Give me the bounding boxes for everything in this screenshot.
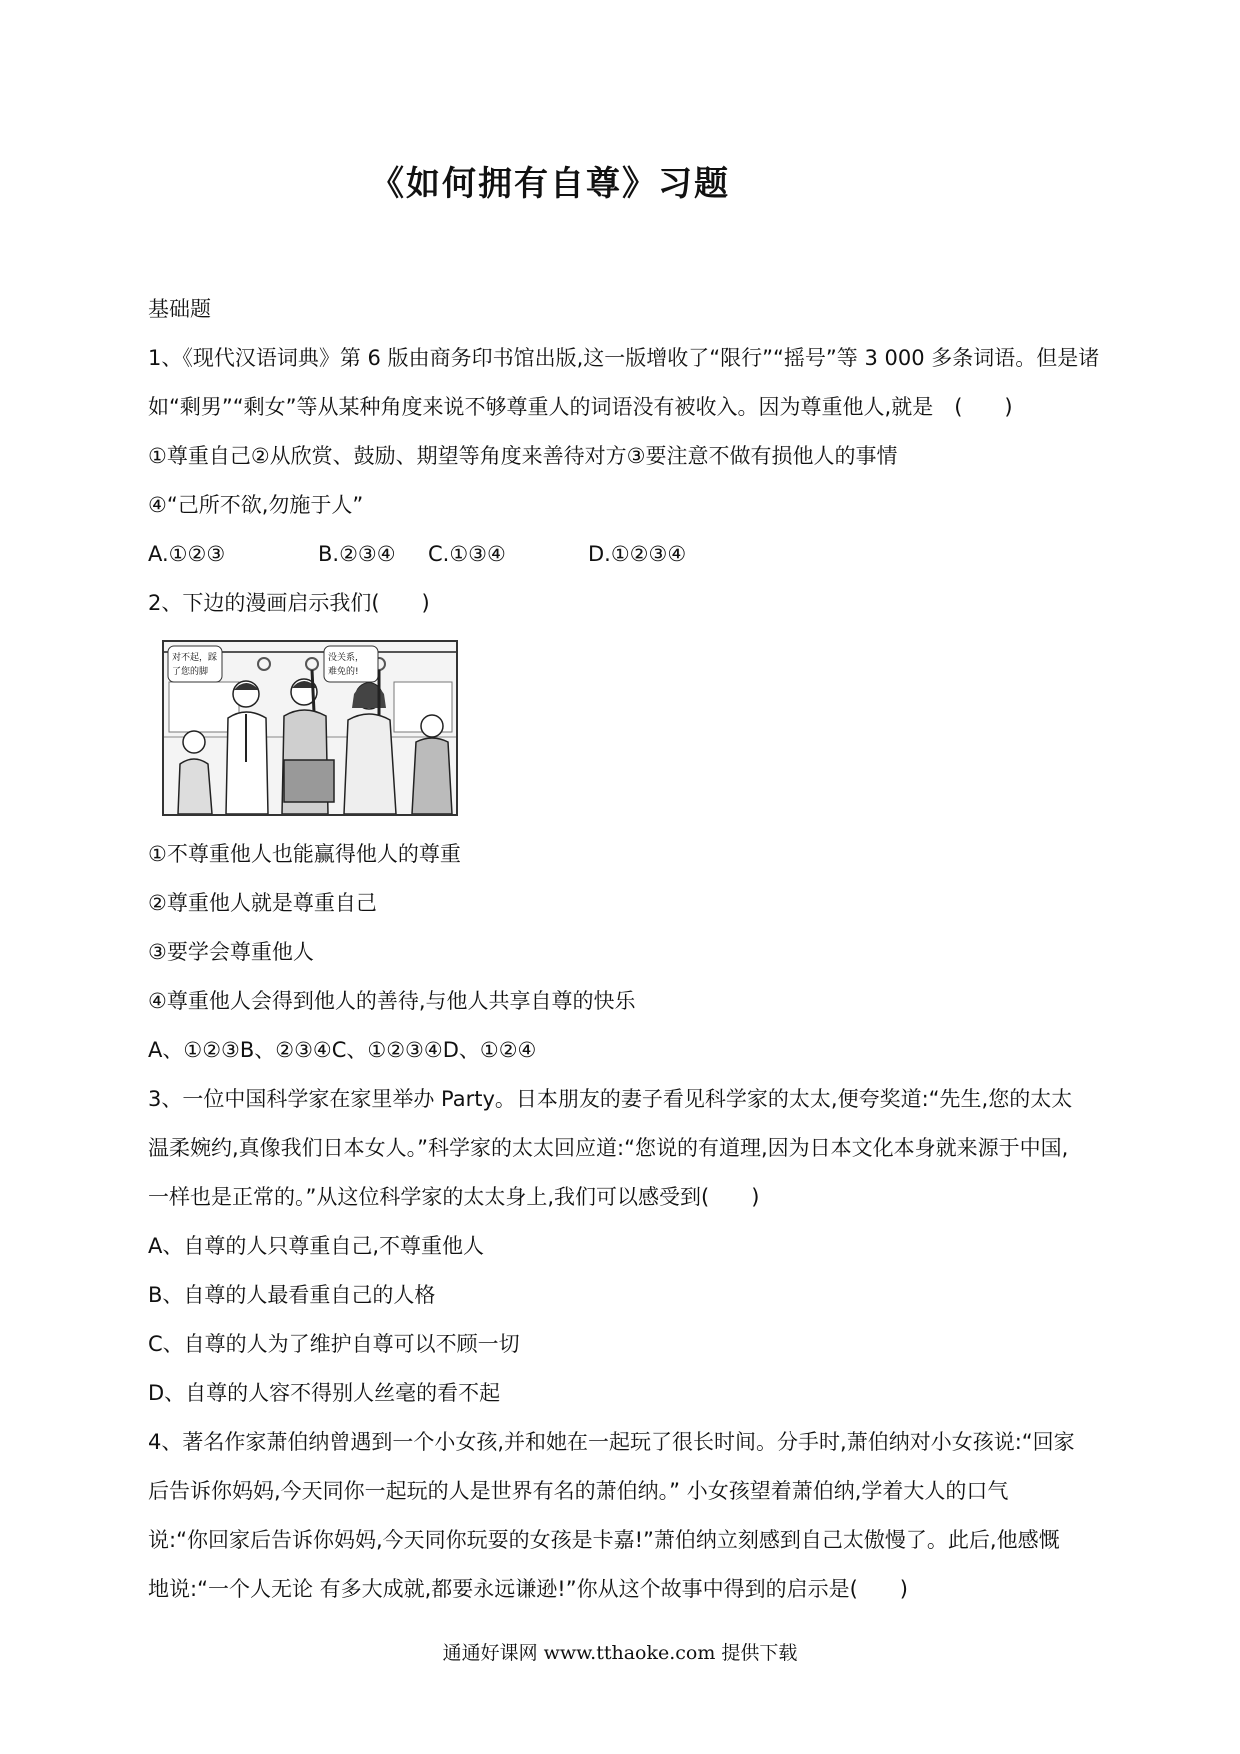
question-3 xyxy=(148,1075,1108,1418)
q4-stem-line3: 说:“你回家后告诉你妈妈,今天同你玩耍的女孩是卡嘉!”萧伯纳立刻感到自己太傲慢了。此后,他感慨 xyxy=(148,1528,1060,1552)
svg-text:了您的脚: 了您的脚 xyxy=(172,667,209,677)
q3-option-a: A、自尊的人只尊重自己,不尊重他人 xyxy=(148,1234,485,1258)
q2-stem: 2、下边的漫画启示我们( ) xyxy=(148,591,430,615)
q3-stem-line2: 温柔婉约,真像我们日本女人。”科学家的太太回应道:“您说的有道理,因为日本文化本身就来源于中国, xyxy=(148,1136,1069,1160)
svg-text:难免的!: 难免的! xyxy=(328,667,359,677)
section-heading: 基础题 xyxy=(148,297,211,321)
q1-option-a: A.①②③ xyxy=(148,542,226,566)
q3-option-d: D、自尊的人容不得别人丝毫的看不起 xyxy=(148,1381,501,1405)
q2-options: A、①②③B、②③④C、①②③④D、①②④ xyxy=(148,1038,537,1062)
comic-illustration xyxy=(162,640,458,816)
footer-source: 通通好课网 www.tthaoke.com 提供下载 xyxy=(442,1642,798,1664)
speech-bubble-left xyxy=(168,646,222,682)
question-4 xyxy=(148,1418,1108,1614)
svg-text:对不起，踩: 对不起，踩 xyxy=(172,653,218,663)
question-2 xyxy=(148,579,1108,1075)
q3-option-b: B、自尊的人最看重自己的人格 xyxy=(148,1283,436,1307)
q3-option-c: C、自尊的人为了维护自尊可以不顾一切 xyxy=(148,1332,520,1356)
q2-statement-2: ②尊重他人就是尊重自己 xyxy=(148,891,377,915)
content xyxy=(148,285,1108,1614)
q2-statement-4: ④尊重他人会得到他人的善待,与他人共享自尊的快乐 xyxy=(148,989,636,1013)
q4-stem-line4: 地说:“一个人无论 有多大成就,都要永远谦逊!”你从这个故事中得到的启示是( ) xyxy=(148,1577,908,1601)
q2-statement-3: ③要学会尊重他人 xyxy=(148,940,314,964)
question-1 xyxy=(148,334,1108,579)
speech-bubble-right xyxy=(324,646,378,682)
q1-stem-line1: 1、《现代汉语词典》第 6 版由商务印书馆出版,这一版增收了“限行”“摇号”等 3 000 多条词语。但是诸 xyxy=(148,346,1100,370)
q3-stem-line3: 一样也是正常的。”从这位科学家的太太身上,我们可以感受到( ) xyxy=(148,1185,760,1209)
page-title: 《如何拥有自尊》习题 xyxy=(370,164,730,204)
q3-stem-line1: 3、一位中国科学家在家里举办 Party。日本朋友的妻子看见科学家的太太,便夸奖道:“先生,您的太太 xyxy=(148,1087,1073,1111)
q1-option-d: D.①②③④ xyxy=(588,542,687,566)
q1-options xyxy=(148,530,1108,579)
q1-option-c: C.①③④ xyxy=(428,542,506,566)
q4-stem-line2: 后告诉你妈妈,今天同你一起玩的人是世界有名的萧伯纳。” 小女孩望着萧伯纳,学着大人的口气 xyxy=(148,1479,1009,1503)
q2-statement-1: ①不尊重他人也能赢得他人的尊重 xyxy=(148,842,461,866)
q1-statements-1: ①尊重自己②从欣赏、鼓励、期望等角度来善待对方③要注意不做有损他人的事情 xyxy=(148,444,898,468)
q1-stem-line2: 如“剩男”“剩女”等从某种角度来说不够尊重人的词语没有被收入。因为尊重他人,就是 ( ) xyxy=(148,395,1013,419)
svg-text:没关系，: 没关系， xyxy=(328,653,365,663)
q4-stem-line1: 4、著名作家萧伯纳曾遇到一个小女孩,并和她在一起玩了很长时间。分手时,萧伯纳对小女孩说:“回家 xyxy=(148,1430,1075,1454)
q1-option-b: B.②③④ xyxy=(318,542,396,566)
q1-statements-2: ④“己所不欲,勿施于人” xyxy=(148,493,364,517)
